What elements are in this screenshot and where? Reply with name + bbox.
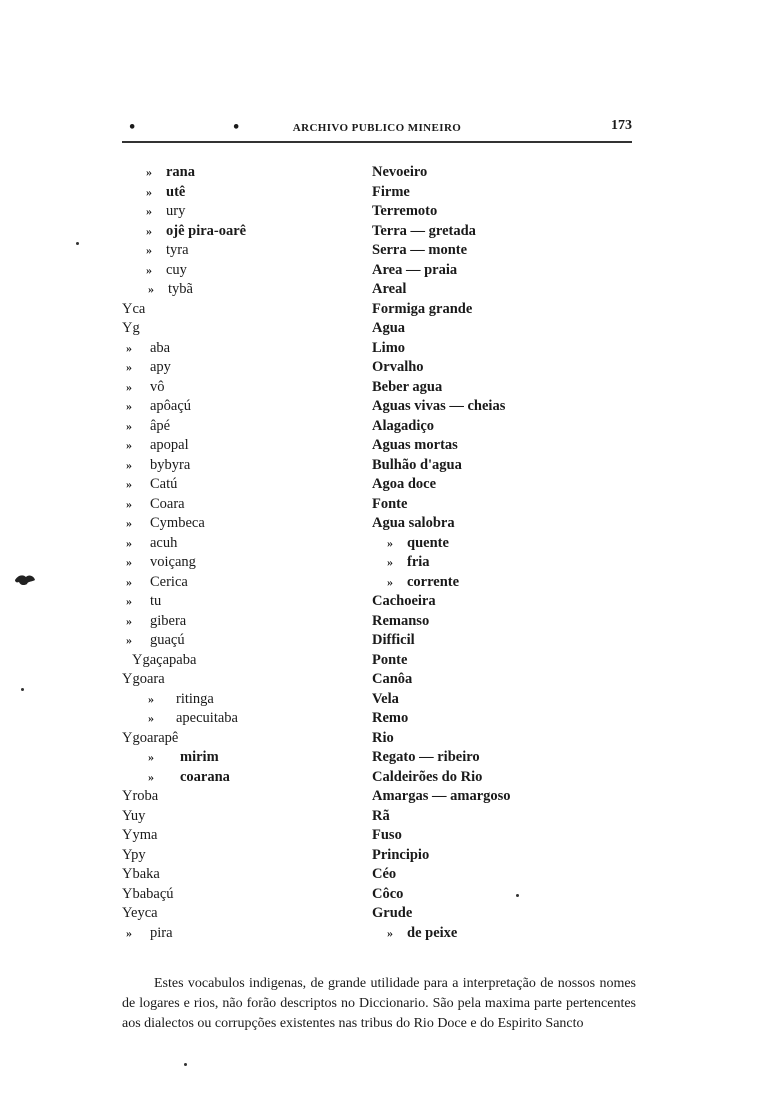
- vocab-row: [0, 358, 765, 378]
- term-text: ury: [166, 203, 186, 219]
- term-text: vô: [150, 378, 165, 395]
- meaning-text: Fonte: [372, 495, 408, 512]
- ditto-mark: »: [146, 204, 152, 218]
- indigenous-term: [126, 456, 190, 475]
- ditto-mark: »: [126, 438, 132, 452]
- ditto-mark: »: [126, 340, 132, 355]
- portuguese-meaning: [387, 534, 449, 553]
- term-text: utê: [166, 183, 186, 200]
- vocab-row: [0, 319, 765, 339]
- portuguese-meaning: [372, 378, 442, 397]
- ditto-mark: »: [148, 691, 154, 706]
- vocab-row: [0, 651, 765, 671]
- term-text: apopal: [150, 437, 189, 453]
- vocab-row: [0, 163, 765, 183]
- vocab-row: [0, 768, 765, 788]
- meaning-text: fria: [407, 554, 430, 570]
- portuguese-meaning: [372, 456, 462, 475]
- indigenous-term: [126, 553, 196, 572]
- indigenous-term: [148, 690, 214, 709]
- vocab-row: [0, 339, 765, 359]
- portuguese-meaning: [372, 397, 505, 416]
- meaning-text: Remanso: [372, 612, 430, 629]
- ditto-mark: »: [148, 711, 154, 725]
- meaning-text: Vela: [372, 690, 399, 707]
- ditto-mark: »: [126, 535, 132, 550]
- running-header: [122, 118, 632, 140]
- meaning-text: Aguas vivas — cheias: [372, 398, 506, 414]
- indigenous-term: [122, 729, 178, 748]
- ditto-mark: »: [126, 496, 132, 511]
- indigenous-term: [126, 378, 165, 397]
- vocabulary-list: [0, 163, 765, 943]
- portuguese-meaning: [372, 826, 402, 845]
- indigenous-term: [126, 339, 170, 358]
- term-text: tybã: [168, 281, 193, 297]
- ditto-mark: »: [126, 360, 132, 374]
- vocab-row: [0, 397, 765, 417]
- portuguese-meaning: [372, 261, 457, 280]
- indigenous-term: [126, 495, 185, 514]
- vocab-row: [0, 222, 765, 242]
- term-text: Cymbeca: [150, 515, 205, 531]
- meaning-text: Formiga grande: [372, 300, 473, 317]
- indigenous-term: [126, 436, 189, 455]
- portuguese-meaning: [372, 904, 412, 923]
- portuguese-meaning: [372, 612, 429, 631]
- ditto-mark: »: [146, 243, 152, 257]
- ditto-mark: »: [126, 613, 132, 628]
- ditto-mark: »: [387, 574, 393, 589]
- indigenous-term: [146, 202, 185, 221]
- ditto-mark: »: [146, 262, 152, 277]
- meaning-text: Agua: [372, 320, 406, 336]
- term-text: Yg: [122, 320, 140, 336]
- portuguese-meaning: [372, 885, 403, 904]
- vocab-row: [0, 202, 765, 222]
- vocab-row: [0, 456, 765, 476]
- portuguese-meaning: [372, 748, 480, 767]
- meaning-text: Terra — gretada: [372, 222, 476, 239]
- portuguese-meaning: [387, 553, 430, 572]
- term-text: pira: [150, 924, 173, 941]
- portuguese-meaning: [372, 787, 511, 806]
- portuguese-meaning: [372, 436, 458, 455]
- ditto-mark: »: [126, 516, 132, 530]
- meaning-text: Ponte: [372, 651, 408, 668]
- indigenous-term: [122, 319, 140, 338]
- ditto-mark: »: [146, 184, 152, 199]
- term-text: tu: [150, 593, 162, 609]
- meaning-text: Areal: [372, 281, 407, 297]
- ditto-mark: »: [126, 457, 132, 472]
- indigenous-term: [122, 846, 146, 865]
- indigenous-term: [122, 807, 145, 826]
- indigenous-term: [146, 183, 185, 202]
- term-text: Ygoarapê: [122, 729, 179, 746]
- meaning-text: Rio: [372, 729, 394, 746]
- term-text: Coara: [150, 495, 185, 512]
- indigenous-term: [146, 163, 195, 182]
- term-text: ritinga: [176, 690, 214, 707]
- meaning-text: quente: [407, 534, 449, 551]
- vocab-row: [0, 495, 765, 515]
- ditto-mark: »: [148, 282, 154, 296]
- vocab-row: [0, 475, 765, 495]
- portuguese-meaning: [372, 631, 415, 650]
- ditto-mark: »: [148, 750, 154, 764]
- portuguese-meaning: [372, 651, 407, 670]
- vocab-row: [0, 573, 765, 593]
- portuguese-meaning: [372, 670, 412, 689]
- term-text: apôaçú: [150, 398, 192, 414]
- footnote-paragraph: Estes vocabulos indigenas, de grande utilidade para a interpretação de nossos nomes de logares e rios, não forão descriptos no Diccionario. São pela maxima parte pertencentes aos dialectos ou corrupções existentes nas tribus do Rio Doce e do Espirito Sancto: [122, 976, 636, 1031]
- vocab-row: [0, 592, 765, 612]
- term-text: apy: [150, 359, 171, 375]
- meaning-text: Agua salobra: [372, 515, 455, 531]
- vocab-row: [0, 241, 765, 261]
- term-text: voiçang: [150, 554, 196, 570]
- ditto-mark: »: [126, 594, 132, 608]
- indigenous-term: [126, 514, 205, 533]
- meaning-text: Canôa: [372, 671, 413, 687]
- indigenous-term: [122, 904, 158, 923]
- meaning-text: Difficil: [372, 632, 415, 648]
- term-text: coarana: [180, 768, 230, 785]
- indigenous-term: [122, 787, 158, 806]
- ditto-mark: »: [387, 925, 393, 940]
- meaning-text: Firme: [372, 183, 410, 200]
- ditto-mark: »: [126, 399, 132, 413]
- portuguese-meaning: [372, 475, 436, 494]
- ditto-mark: »: [387, 555, 393, 569]
- indigenous-term: [146, 222, 246, 241]
- portuguese-meaning: [387, 573, 459, 592]
- indigenous-term: [122, 300, 145, 319]
- ditto-mark: »: [126, 925, 132, 940]
- meaning-text: Céo: [372, 866, 397, 882]
- meaning-text: Rã: [372, 807, 390, 824]
- indigenous-term: [122, 865, 160, 884]
- indigenous-term: [126, 592, 161, 611]
- term-text: Ygaçapaba: [132, 651, 197, 668]
- meaning-text: Aguas mortas: [372, 437, 458, 453]
- vocab-row: [0, 553, 765, 573]
- indigenous-term: [126, 358, 171, 377]
- header-title: ARCHIVO PUBLICO MINEIRO: [292, 122, 462, 134]
- vocab-row: [0, 534, 765, 554]
- meaning-text: Grude: [372, 905, 413, 921]
- vocab-row: [0, 690, 765, 710]
- meaning-text: de peixe: [407, 924, 458, 941]
- meaning-text: Orvalho: [372, 359, 424, 375]
- vocab-row: [0, 436, 765, 456]
- meaning-text: Serra — monte: [372, 242, 468, 258]
- portuguese-meaning: [372, 280, 406, 299]
- portuguese-meaning: [372, 163, 427, 182]
- term-text: acuh: [150, 534, 178, 551]
- term-text: rana: [166, 164, 195, 180]
- indigenous-term: [126, 534, 177, 553]
- vocab-row: [0, 885, 765, 905]
- term-text: âpé: [150, 417, 171, 434]
- vocab-row: [0, 904, 765, 924]
- vocab-row: [0, 924, 765, 944]
- portuguese-meaning: [372, 865, 396, 884]
- vocab-row: [0, 631, 765, 651]
- indigenous-term: [126, 612, 186, 631]
- indigenous-term: [148, 709, 238, 728]
- term-text: ojê pira-oarê: [166, 222, 247, 239]
- indigenous-term: [148, 280, 193, 299]
- header-rule: [122, 141, 632, 143]
- meaning-text: Regato — ribeiro: [372, 749, 480, 765]
- vocab-row: [0, 826, 765, 846]
- indigenous-term: [146, 261, 187, 280]
- portuguese-meaning: [372, 319, 405, 338]
- term-text: Ybabaçú: [122, 885, 174, 902]
- portuguese-meaning: [372, 768, 482, 787]
- ditto-mark: »: [126, 477, 132, 491]
- meaning-text: Agoa doce: [372, 476, 437, 492]
- indigenous-term: [132, 651, 196, 670]
- ditto-mark: »: [126, 379, 132, 394]
- meaning-text: Alagadiço: [372, 417, 435, 434]
- portuguese-meaning: [372, 417, 434, 436]
- indigenous-term: [126, 397, 191, 416]
- portuguese-meaning: [372, 592, 436, 611]
- portuguese-meaning: [372, 300, 472, 319]
- meaning-text: Nevoeiro: [372, 164, 428, 180]
- indigenous-term: [148, 748, 219, 767]
- vocab-row: [0, 280, 765, 300]
- meaning-text: Fuso: [372, 827, 402, 843]
- portuguese-meaning: [372, 202, 437, 221]
- portuguese-meaning: [372, 222, 476, 241]
- portuguese-meaning: [372, 807, 390, 826]
- meaning-text: Amargas — amargoso: [372, 788, 511, 804]
- page-number: 173: [611, 118, 632, 133]
- term-text: aba: [150, 339, 171, 356]
- vocab-row: [0, 729, 765, 749]
- portuguese-meaning: [387, 924, 457, 943]
- meaning-text: Caldeirões do Rio: [372, 768, 483, 785]
- term-text: Ybaka: [122, 866, 160, 882]
- vocab-row: [0, 378, 765, 398]
- vocab-row: [0, 514, 765, 534]
- vocab-row: [0, 865, 765, 885]
- term-text: mirim: [180, 749, 219, 765]
- indigenous-term: [122, 670, 165, 689]
- vocab-row: [0, 612, 765, 632]
- vocab-row: [0, 787, 765, 807]
- term-text: Catú: [150, 476, 178, 492]
- portuguese-meaning: [372, 514, 455, 533]
- portuguese-meaning: [372, 709, 408, 728]
- vocab-row: [0, 748, 765, 768]
- term-text: Yyma: [122, 827, 158, 843]
- ditto-mark: »: [126, 574, 132, 589]
- term-text: Yroba: [122, 788, 159, 804]
- meaning-text: Remo: [372, 710, 409, 726]
- meaning-text: Principio: [372, 846, 430, 863]
- term-text: gibera: [150, 612, 187, 629]
- ditto-mark: »: [148, 769, 154, 784]
- indigenous-term: [126, 924, 173, 943]
- header-mark: •: [232, 120, 241, 135]
- portuguese-meaning: [372, 358, 424, 377]
- vocab-row: [0, 807, 765, 827]
- speck: [184, 1063, 187, 1066]
- vocab-row: [0, 300, 765, 320]
- vocab-row: [0, 670, 765, 690]
- indigenous-term: [126, 475, 177, 494]
- indigenous-term: [126, 573, 188, 592]
- vocab-row: [0, 709, 765, 729]
- ditto-mark: »: [387, 535, 393, 550]
- meaning-text: Côco: [372, 885, 404, 902]
- term-text: Cerica: [150, 573, 188, 590]
- meaning-text: Bulhão d'agua: [372, 456, 462, 473]
- indigenous-term: [148, 768, 230, 787]
- term-text: Ypy: [122, 846, 146, 863]
- ditto-mark: »: [126, 555, 132, 569]
- portuguese-meaning: [372, 495, 407, 514]
- term-text: Yca: [122, 300, 146, 317]
- portuguese-meaning: [372, 846, 429, 865]
- meaning-text: Beber agua: [372, 378, 443, 395]
- meaning-text: corrente: [407, 573, 460, 590]
- ditto-mark: »: [126, 418, 132, 433]
- indigenous-term: [122, 885, 174, 904]
- meaning-text: Cachoeira: [372, 593, 436, 609]
- term-text: guaçú: [150, 632, 185, 648]
- portuguese-meaning: [372, 690, 399, 709]
- portuguese-meaning: [372, 729, 394, 748]
- term-text: cuy: [166, 261, 187, 278]
- header-mark: •: [128, 120, 137, 135]
- ditto-mark: »: [146, 165, 152, 179]
- indigenous-term: [126, 631, 185, 650]
- indigenous-term: [122, 826, 157, 845]
- ditto-mark: »: [146, 223, 152, 238]
- term-text: Yeyca: [122, 905, 158, 921]
- portuguese-meaning: [372, 241, 467, 260]
- indigenous-term: [146, 241, 189, 260]
- indigenous-term: [126, 417, 170, 436]
- ditto-mark: »: [126, 633, 132, 647]
- term-text: Yuy: [122, 807, 146, 824]
- term-text: apecuitaba: [176, 710, 238, 726]
- meaning-text: Area — praia: [372, 261, 458, 278]
- term-text: tyra: [166, 242, 189, 258]
- portuguese-meaning: [372, 339, 405, 358]
- vocab-row: [0, 261, 765, 281]
- term-text: Ygoara: [122, 671, 165, 687]
- meaning-text: Limo: [372, 339, 406, 356]
- vocab-row: [0, 846, 765, 866]
- portuguese-meaning: [372, 183, 410, 202]
- meaning-text: Terremoto: [372, 203, 438, 219]
- term-text: bybyra: [150, 456, 191, 473]
- vocab-row: [0, 417, 765, 437]
- vocab-row: [0, 183, 765, 203]
